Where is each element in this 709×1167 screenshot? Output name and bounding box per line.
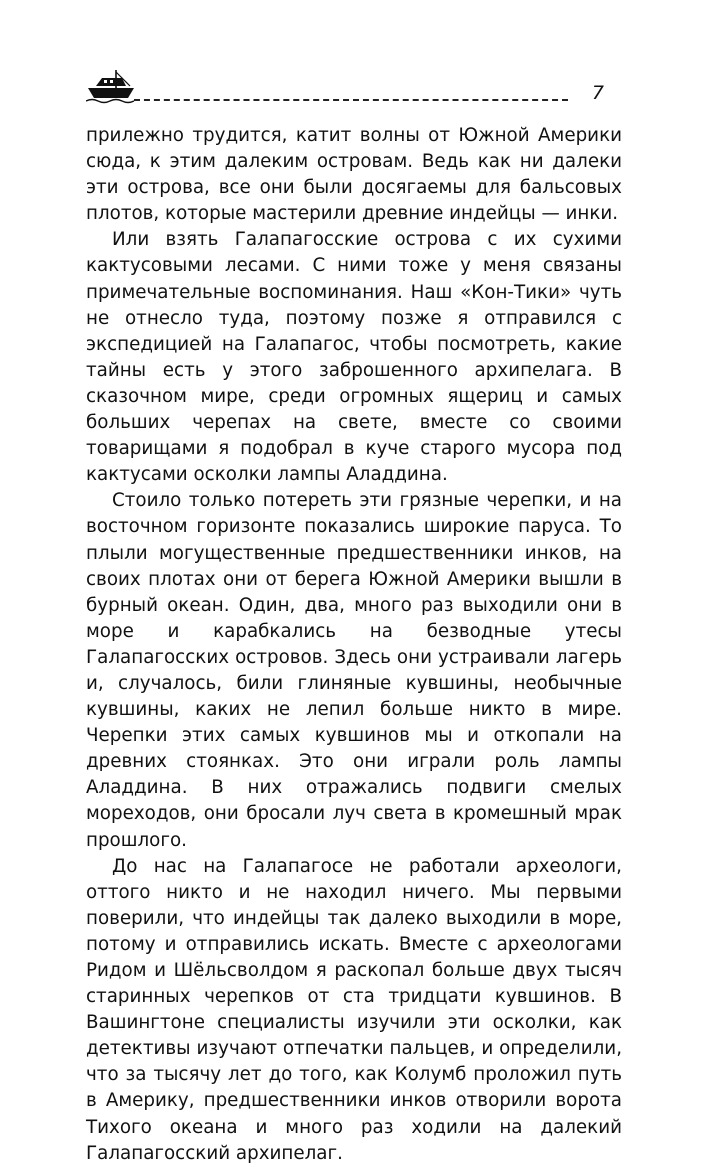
header-dotted-rule — [134, 99, 568, 101]
page-header — [86, 66, 608, 110]
paragraph: Или взять Галапагосские острова с их сухими кактусовыми лесами. С ними тоже у меня связаны примечательные воспоминания. Наш «Кон-Тики» чуть не отнесло туда, поэтому позже я отправился с экспедицией на Галапагос, чтобы посмотреть, какие тайны есть у этого заброшенного архипелага. В сказочном мире, среди огромных ящериц и самых больших черепах на свете, вместе со своими товарищами я подобрал в куче старого мусора под кактусами осколки лампы Аладдина. — [86, 229, 622, 486]
paragraph: До нас на Галапагосе не работали археологи, оттого никто и не находил ничего. Мы первыми поверили, что индейцы так далеко выходили в море, потому и отправились искать. Вместе с археологами Ридом и Шёльсволдом я раскопал больше двух тысяч старинных черепков от ста тридцати кувшинов. В Вашингтоне специалисты изучили эти осколки, как детективы изучают отпечатки пальцев, и определили, что за тысячу лет до того, как Колумб проложил путь в Америку, предшественники инков отворили ворота Тихого океана и много раз ходили на далекий Галапагосский архипелаг. — [86, 855, 622, 1164]
paragraph: прилежно трудится, катит волны от Южной Америки сюда, к этим далеким островам. Ведь как ни далеки эти острова, все они были досягаемы для бальсовых плотов, которые мастерили древние индейцы — инки. — [86, 125, 622, 225]
paragraph: Стоило только потереть эти грязные черепки, и на восточном горизонте показались широкие паруса. То плыли могущественные предшественники инков, на своих плотах они от берега Южной Америки вышли в бурный океан. Один, два, много раз выходили они в море и карабкались на безводные утесы Галапагосских островов. Здесь они устраивали лагерь и, случалось, били глиняные кувшины, необычные кувшины, каких не лепил больше никто в мире. Черепки этих самых кувшинов мы и откопали на древних стоянках. Это они играли роль лампы Аладдина. В них отражались подвиги смелых мореходов, они бросали луч света в кромешный мрак прошлого. — [86, 490, 622, 851]
ship-icon — [86, 66, 136, 106]
page-number: 7 — [591, 82, 604, 104]
body-text — [86, 123, 622, 1167]
